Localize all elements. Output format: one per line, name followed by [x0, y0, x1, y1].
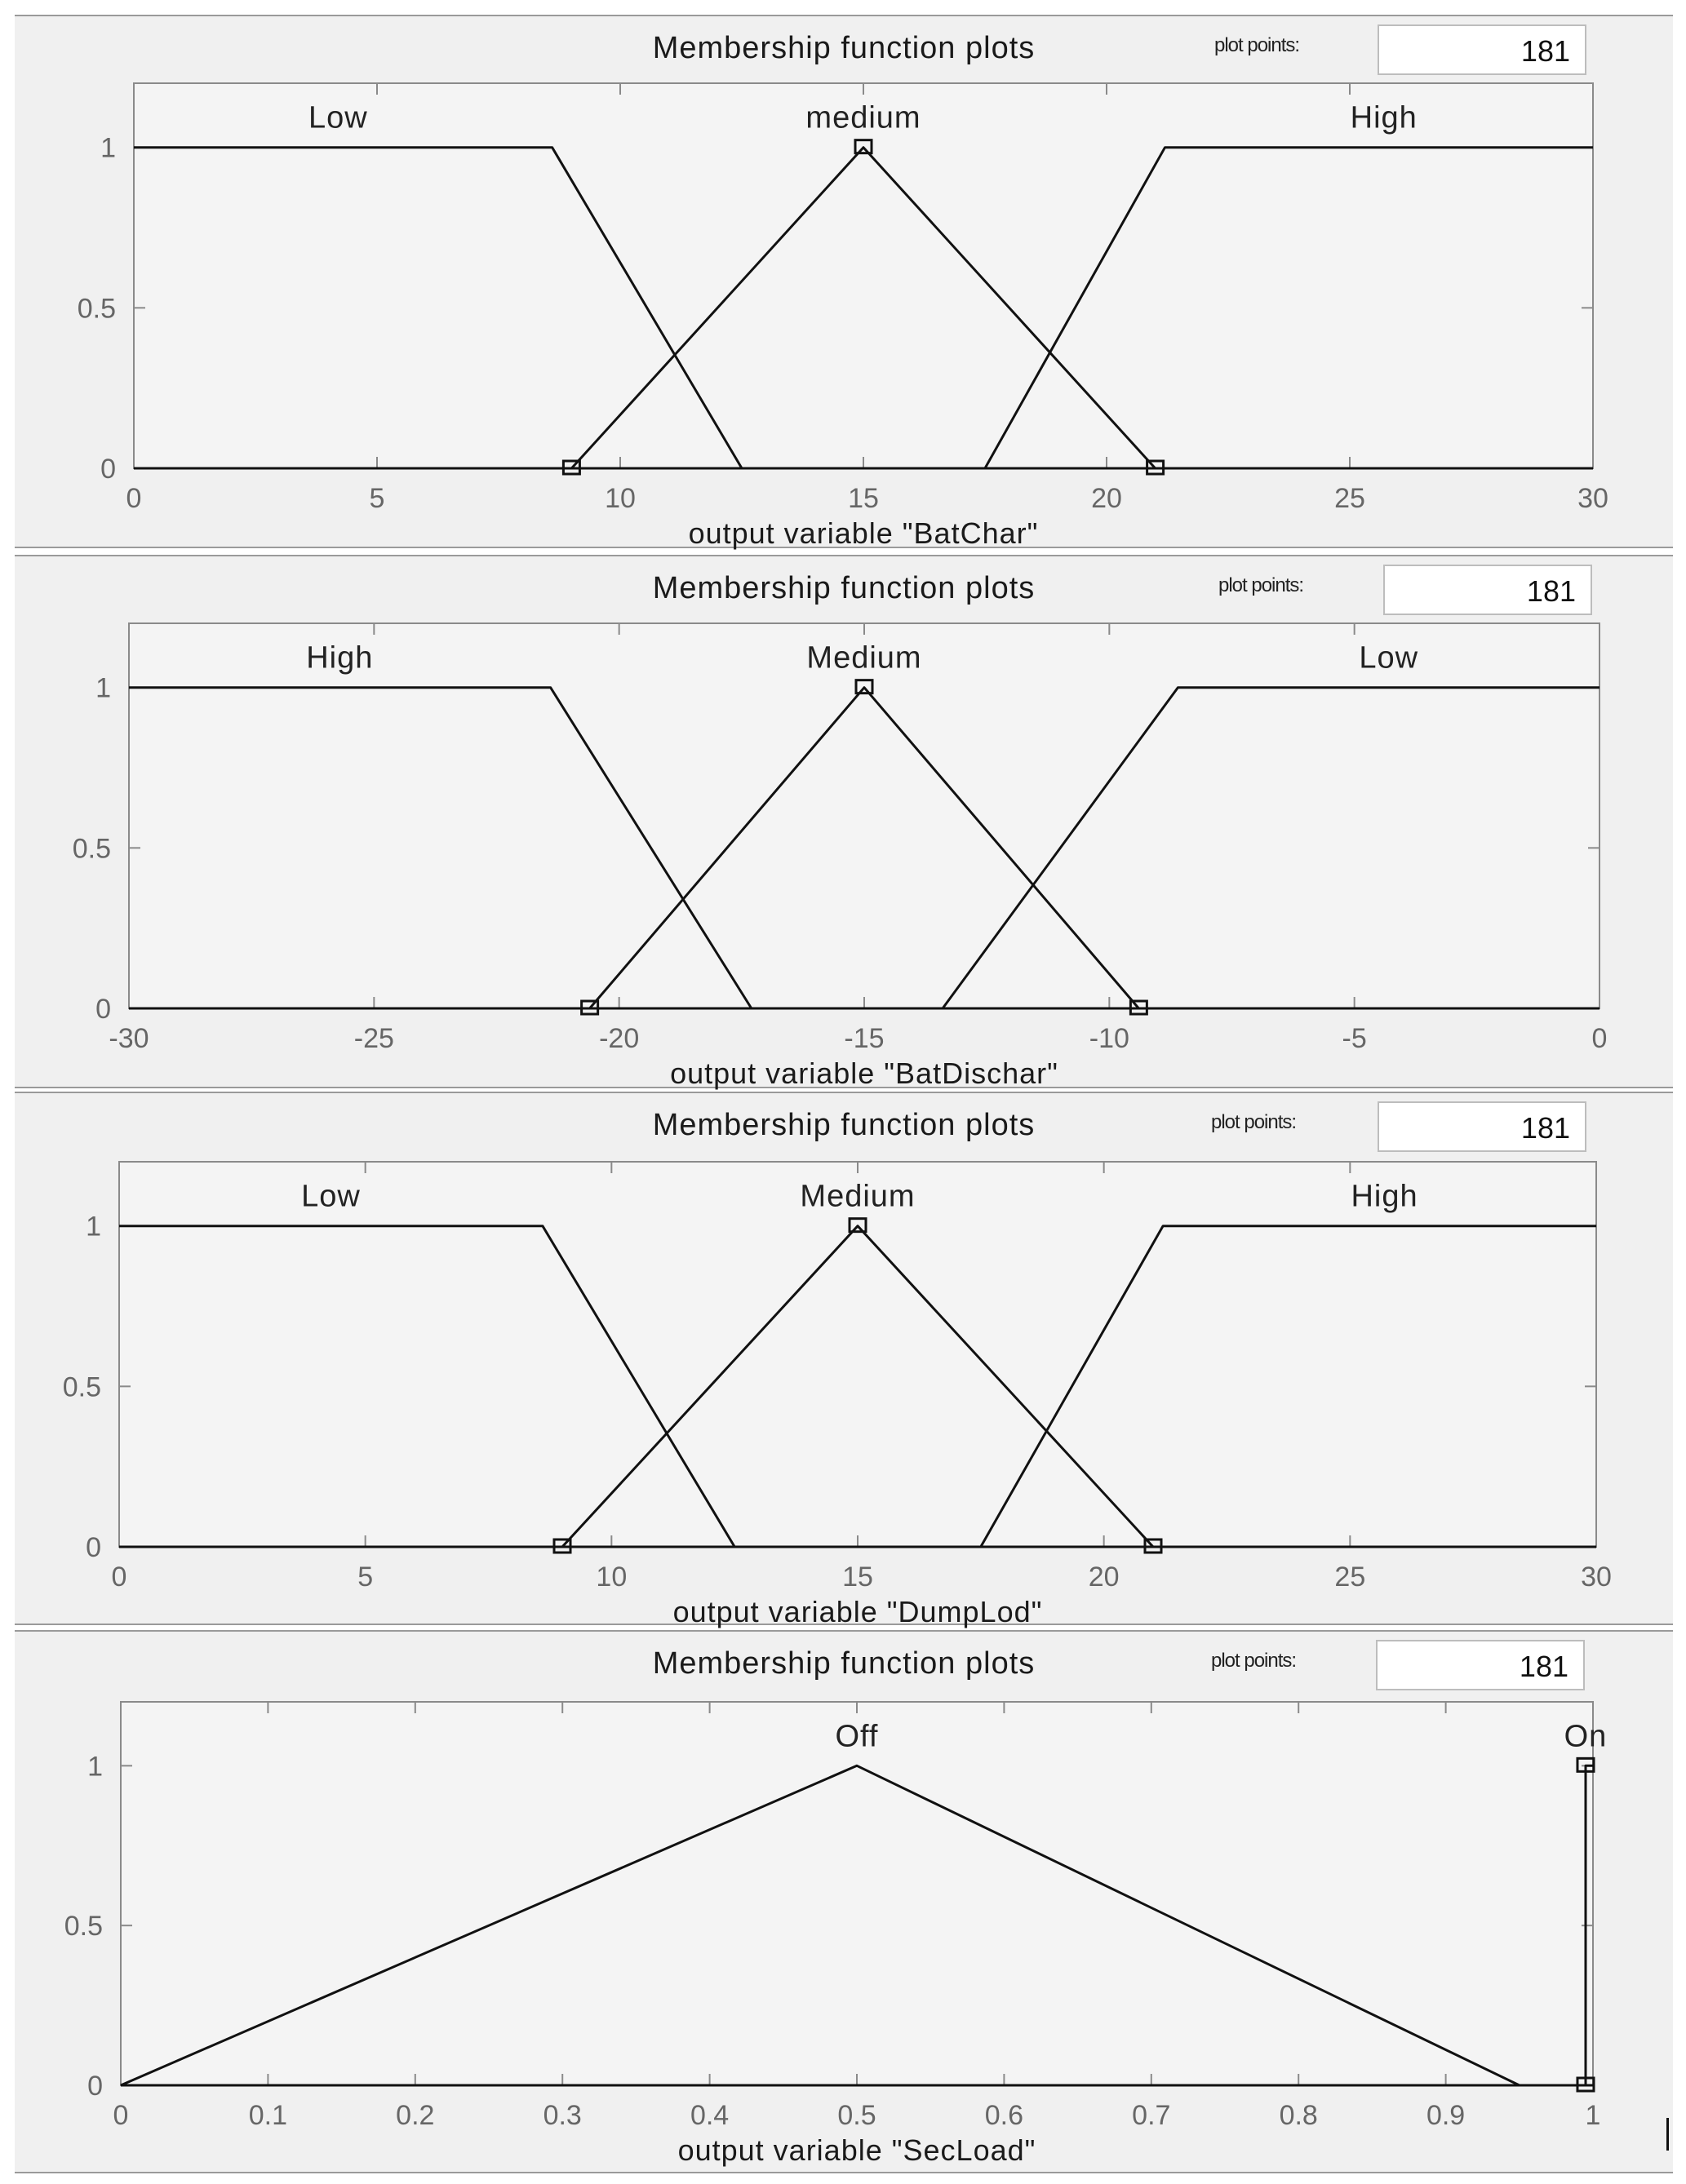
plot-points-input[interactable]: 181 — [1378, 24, 1586, 75]
x-tick-label: 30 — [1577, 483, 1608, 514]
x-axis-label: output variable "BatChar" — [688, 516, 1039, 550]
mf-plot — [15, 1093, 1673, 1627]
y-tick-label: 0.5 — [77, 293, 116, 325]
x-tick-label: 0 — [1591, 1023, 1608, 1054]
mf-plot — [15, 556, 1673, 1090]
mf-label-low: Low — [308, 100, 368, 135]
mf-panel-batchar — [15, 15, 1673, 548]
x-tick-label: 15 — [842, 1562, 873, 1593]
plot-points-input[interactable]: 181 — [1376, 1640, 1585, 1690]
panel-title: Membership function plots — [652, 1108, 1036, 1142]
x-tick-label: 20 — [1091, 483, 1122, 514]
plot-points-input[interactable]: 181 — [1383, 565, 1592, 615]
x-tick-label: 0.1 — [248, 2100, 288, 2131]
x-tick-label: 10 — [596, 1562, 628, 1593]
mf-label-high: High — [1350, 100, 1418, 135]
panel-title: Membership function plots — [652, 1646, 1036, 1681]
x-tick-label: 0 — [113, 2100, 129, 2131]
mf-label-off: Off — [835, 1719, 879, 1754]
mf-panel-batdischar — [15, 555, 1673, 1088]
x-tick-label: 20 — [1088, 1562, 1120, 1593]
x-tick-label: -20 — [599, 1023, 640, 1054]
x-tick-label: 0.7 — [1132, 2100, 1171, 2131]
y-tick-label: 0 — [95, 994, 111, 1025]
x-axis-label: output variable "SecLoad" — [677, 2133, 1036, 2167]
plot-points-label: plot points: — [1214, 34, 1300, 56]
x-tick-label: 30 — [1581, 1562, 1612, 1593]
x-tick-label: 0 — [126, 483, 142, 514]
x-tick-label: 5 — [357, 1562, 374, 1593]
plot-points-label: plot points: — [1211, 1111, 1297, 1133]
crop-mark — [1666, 2118, 1669, 2151]
mf-label-low: Low — [301, 1179, 361, 1214]
y-tick-label: 1 — [95, 672, 111, 704]
y-tick-label: 0.5 — [64, 1911, 103, 1943]
mf-plot — [15, 16, 1673, 550]
x-tick-label: 0.8 — [1279, 2100, 1318, 2131]
plot-points-label: plot points: — [1218, 574, 1304, 596]
y-tick-label: 1 — [87, 1751, 103, 1783]
mf-label-medium: Medium — [806, 640, 922, 676]
y-tick-label: 0 — [100, 454, 116, 485]
x-tick-label: 5 — [369, 483, 385, 514]
x-tick-label: 0.6 — [984, 2100, 1024, 2131]
mf-label-high: High — [1351, 1179, 1418, 1214]
x-tick-label: -30 — [109, 1023, 149, 1054]
x-tick-label: 15 — [848, 483, 879, 514]
x-tick-label: 0.9 — [1426, 2100, 1466, 2131]
x-tick-label: -10 — [1089, 1023, 1129, 1054]
x-axis-label: output variable "BatDischar" — [670, 1057, 1058, 1090]
mf-label-on: On — [1564, 1719, 1608, 1754]
x-tick-label: 0.5 — [837, 2100, 876, 2131]
x-tick-label: -25 — [353, 1023, 394, 1054]
x-tick-label: 25 — [1334, 483, 1365, 514]
panel-title: Membership function plots — [652, 31, 1036, 65]
plot-area — [121, 1702, 1593, 2085]
y-tick-label: 0.5 — [62, 1371, 101, 1403]
mf-label-medium: Medium — [800, 1179, 916, 1214]
x-tick-label: 0.3 — [543, 2100, 582, 2131]
mf-plot — [15, 1632, 1673, 2175]
x-tick-label: 25 — [1334, 1562, 1366, 1593]
x-tick-label: 1 — [1585, 2100, 1601, 2131]
mf-label-high: High — [306, 640, 374, 676]
x-tick-label: 0.2 — [396, 2100, 435, 2131]
plot-points-label: plot points: — [1211, 1650, 1297, 1672]
mf-panel-dumplod — [15, 1092, 1673, 1628]
y-tick-label: 1 — [86, 1211, 101, 1243]
x-tick-label: 0 — [111, 1562, 127, 1593]
y-tick-label: 0.5 — [72, 833, 111, 865]
plot-points-input[interactable]: 181 — [1378, 1101, 1586, 1152]
x-tick-label: 0.4 — [690, 2100, 730, 2131]
y-tick-label: 0 — [87, 2071, 103, 2102]
y-tick-label: 0 — [86, 1532, 101, 1563]
x-axis-label: output variable "DumpLod" — [672, 1595, 1043, 1628]
panel-title: Membership function plots — [652, 571, 1036, 605]
mf-label-low: Low — [1359, 640, 1419, 676]
mf-label-medium: medium — [805, 100, 921, 135]
x-tick-label: 10 — [605, 483, 636, 514]
mf-panel-secload — [15, 1630, 1673, 2173]
y-tick-label: 1 — [100, 132, 116, 164]
x-tick-label: -5 — [1342, 1023, 1367, 1054]
x-tick-label: -15 — [844, 1023, 885, 1054]
